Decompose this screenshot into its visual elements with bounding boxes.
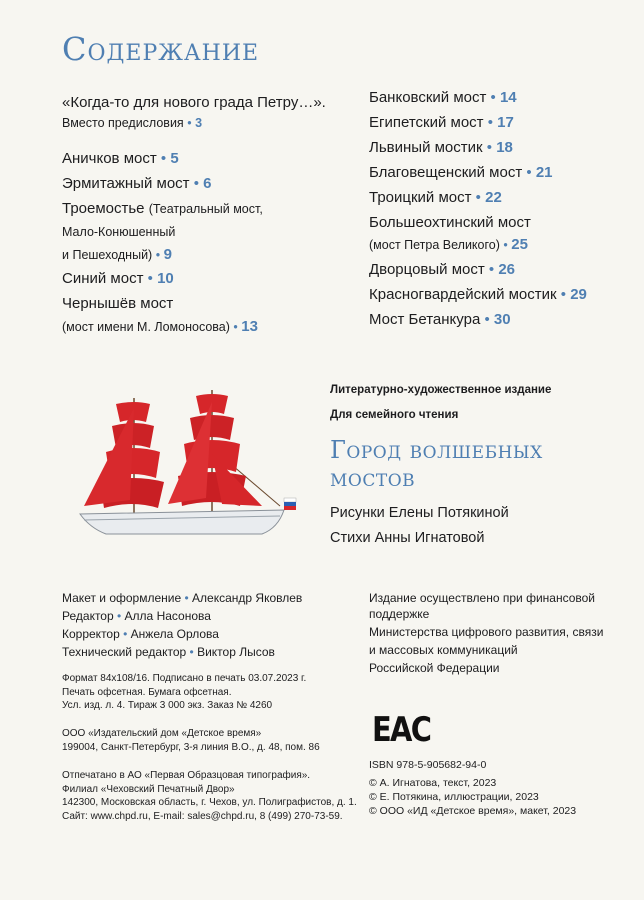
toc-left-column — [62, 93, 332, 337]
toc-page-number: 6 — [203, 175, 212, 192]
toc-page-number: 14 — [499, 89, 517, 106]
staff-name: Анжела Орлова — [130, 627, 219, 641]
publisher-info — [62, 727, 320, 754]
toc-page-number: 18 — [496, 139, 513, 156]
toc-entry-anichkov[interactable]: Аничков мост • 5 — [62, 150, 179, 167]
book-title-line1: Город волшебных — [330, 436, 543, 464]
toc-page-number: 3 — [195, 116, 203, 130]
printer-line: Отпечатано в АО «Первая Образцовая типография». — [62, 770, 311, 781]
audience-note: Для семейного чтения — [330, 409, 459, 421]
publisher-line: 199004, Санкт-Петербург, 3-я линия В.О., д. 48, пом. 86 — [62, 741, 320, 753]
support-line: Министерства цифрового развития, связи — [369, 625, 604, 639]
toc-entry-lviny[interactable]: Львиный мостик • 18 — [369, 139, 513, 156]
toc-title: «Когда-то для нового града Петру…». — [62, 94, 326, 111]
toc-title: Львиный мостик — [369, 139, 483, 156]
toc-title: Большеохтинский мост — [369, 214, 531, 231]
toc-page-number: 21 — [535, 164, 553, 181]
toc-title: Чернышёв мост — [62, 295, 174, 312]
toc-entry-bankovsky[interactable]: Банковский мост • 14 — [369, 89, 517, 106]
staff-name: Алла Насонова — [124, 609, 211, 623]
toc-entry-bolsheokhtinsky[interactable]: Большеохтинский мост (мост Петра Великого) • 25 — [369, 213, 639, 255]
toc-entry-troemostye[interactable]: Троемостье (Театральный мост, Мало-Конюшенный и Пешеходный) • 9 — [62, 199, 332, 265]
author-credit: Стихи Анны Игнатовой — [330, 530, 485, 546]
staff-list: Макет и оформление • Александр Яковлев Редактор • Алла Насонова Корректор • Анжела Орлова Технический редактор • Виктор Лысов — [62, 591, 303, 659]
toc-entry-blagoveshchensky[interactable]: Благовещенский мост • 21 — [369, 164, 553, 181]
toc-page-number: 10 — [157, 270, 174, 287]
printer-line: Сайт: www.chpd.ru, E-mail: sales@chpd.ru, 8 (499) 270-73-59. — [62, 810, 343, 822]
toc-page-number: 17 — [497, 114, 514, 131]
toc-entry-preface[interactable]: «Когда-то для нового града Петру…». Вместо предисловия • 3 — [62, 93, 332, 133]
staff-name: Виктор Лысов — [197, 645, 275, 659]
copyright-line: © А. Игнатова, текст, 2023 — [369, 777, 497, 789]
toc-page-number: 29 — [570, 286, 587, 303]
copyright-line: © Е. Потякина, иллюстрации, 2023 — [369, 791, 539, 803]
support-line: Российской Федерации — [369, 661, 500, 675]
toc-note: Мало-Конюшенный — [62, 225, 176, 239]
print-line: Печать офсетная. Бумага офсетная. — [62, 686, 232, 698]
support-line: Издание осуществлено при финансовой поддержке — [369, 591, 596, 621]
printer-line: Филиал «Чеховский Печатный Двор» — [62, 783, 235, 795]
toc-right-column — [369, 88, 639, 330]
contents-heading: Содержание — [62, 30, 260, 68]
eac-conformity-mark: ЕАС — [372, 710, 431, 750]
toc-entry-dvortsovy[interactable]: Дворцовый мост • 26 — [369, 261, 516, 278]
toc-title: Красногвардейский мостик — [369, 286, 557, 303]
copyright-line: © ООО «ИД «Детское время», макет, 2023 — [369, 805, 577, 817]
printer-line: 142300, Московская область, г. Чехов, ул. Полиграфистов, д. 1. — [62, 797, 357, 808]
toc-page-number: 5 — [170, 150, 179, 167]
printer-info — [62, 769, 357, 823]
toc-title: Эрмитажный мост — [62, 175, 190, 192]
publisher-line: ООО «Издательский дом «Детское время» — [62, 728, 262, 739]
toc-entry-betancourt[interactable]: Мост Бетанкура • 30 — [369, 311, 511, 328]
toc-title: Троицкий мост — [369, 189, 472, 206]
toc-note: (мост Петра Великого) — [369, 238, 500, 252]
illustrator-credit: Рисунки Елены Потякиной — [330, 505, 509, 521]
toc-title: Египетский мост — [369, 114, 484, 131]
toc-page-number: 25 — [511, 236, 528, 253]
isbn: ISBN 978-5-905682-94-0 — [369, 759, 487, 771]
toc-page-number: 26 — [498, 261, 516, 278]
staff-name: Александр Яковлев — [192, 591, 303, 605]
toc-entry-chernyshev[interactable]: Чернышёв мост (мост имени М. Ломоносова) • 13 — [62, 294, 332, 337]
book-title — [330, 436, 630, 492]
toc-page-number: 9 — [163, 246, 172, 263]
toc-title: Троемостье — [62, 200, 145, 217]
support-line: и массовых коммуникаций — [369, 643, 518, 657]
staff-role: Макет и оформление — [62, 591, 182, 605]
staff-role: Редактор — [62, 609, 114, 623]
print-line: Формат 84х108/16. Подписано в печать 03.07.2023 г. — [62, 673, 307, 684]
toc-note: и Пешеходный) — [62, 248, 153, 262]
toc-entry-egipetsky[interactable]: Египетский мост • 17 — [369, 114, 514, 131]
toc-title: Аничков мост — [62, 150, 157, 167]
credits — [330, 501, 509, 551]
support-note — [369, 590, 644, 676]
toc-page-number: 30 — [493, 311, 511, 328]
toc-title: Мост Бетанкура — [369, 311, 481, 328]
toc-note: (мост имени М. Ломоносова) — [62, 320, 230, 334]
toc-subtitle: Вместо предисловия — [62, 116, 184, 130]
edition-type: Литературно-художественное издание — [330, 384, 552, 396]
toc-title: Благовещенский мост — [369, 164, 523, 181]
toc-entry-krasnogvardeysky[interactable]: Красногвардейский мостик • 29 — [369, 286, 587, 303]
toc-title: Дворцовый мост — [369, 261, 485, 278]
sailing-ship-illustration — [72, 388, 302, 548]
toc-title: Банковский мост — [369, 89, 487, 106]
staff-role: Технический редактор — [62, 645, 187, 659]
print-info — [62, 672, 306, 713]
toc-page-number: 13 — [241, 318, 258, 335]
toc-page-number: 22 — [485, 189, 502, 206]
toc-entry-troitsky[interactable]: Троицкий мост • 22 — [369, 189, 502, 206]
toc-note: (Театральный мост, — [148, 202, 263, 216]
isbn-block — [369, 758, 576, 818]
toc-entry-siniy[interactable]: Синий мост • 10 — [62, 270, 174, 287]
book-title-line2: мостов — [330, 464, 416, 492]
staff-role: Корректор — [62, 627, 120, 641]
print-line: Усл. изд. л. 4. Тираж 3 000 экз. Заказ № 4260 — [62, 700, 273, 711]
toc-title: Синий мост — [62, 270, 144, 287]
toc-entry-ermitazhny[interactable]: Эрмитажный мост • 6 — [62, 175, 212, 192]
